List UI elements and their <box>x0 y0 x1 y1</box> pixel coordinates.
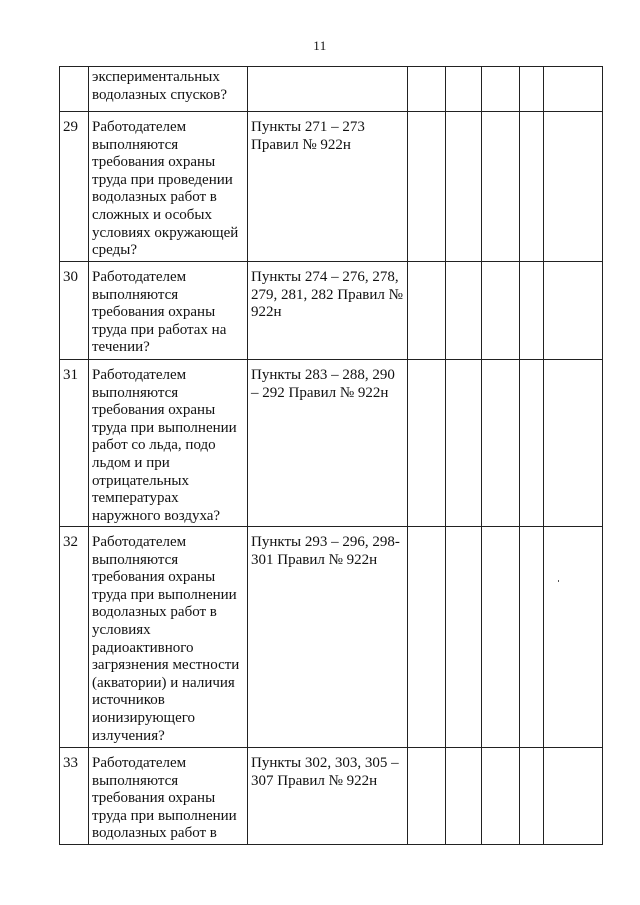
question-cell: Работодателем выполняются требования охраны труда при работах на течении? <box>89 262 248 360</box>
answer-extra-cell <box>520 67 544 112</box>
answer-no-cell <box>446 262 482 360</box>
answer-not-applicable-cell <box>482 67 520 112</box>
notes-cell <box>544 112 603 262</box>
reference-cell: Пункты 274 – 276, 278, 279, 281, 282 Правил № 922н <box>248 262 408 360</box>
notes-cell <box>544 527 603 748</box>
answer-extra-cell <box>520 527 544 748</box>
row-number: 32 <box>60 527 89 748</box>
row-number: 33 <box>60 748 89 845</box>
row-number: 29 <box>60 112 89 262</box>
table-row <box>60 262 603 360</box>
scan-speck <box>558 580 559 582</box>
answer-yes-cell <box>408 527 446 748</box>
notes-cell <box>544 748 603 845</box>
answer-yes-cell <box>408 262 446 360</box>
reference-cell <box>248 67 408 112</box>
reference-cell: Пункты 271 – 273 Правил № 922н <box>248 112 408 262</box>
table-row <box>60 112 603 262</box>
answer-extra-cell <box>520 360 544 527</box>
answer-yes-cell <box>408 748 446 845</box>
reference-cell: Пункты 283 – 288, 290 – 292 Правил № 922н <box>248 360 408 527</box>
question-cell: Работодателем выполняются требования охраны труда при выполнении водолазных работ в условиях радиоактивного загрязнения местности (акватории) и наличия источников ионизирующего излучения? <box>89 527 248 748</box>
question-cell: Работодателем выполняются требования охраны труда при выполнении водолазных работ в <box>89 748 248 845</box>
answer-no-cell <box>446 67 482 112</box>
notes-cell <box>544 360 603 527</box>
answer-not-applicable-cell <box>482 112 520 262</box>
answer-no-cell <box>446 527 482 748</box>
reference-cell: Пункты 302, 303, 305 – 307 Правил № 922н <box>248 748 408 845</box>
answer-not-applicable-cell <box>482 360 520 527</box>
answer-yes-cell <box>408 360 446 527</box>
answer-extra-cell <box>520 748 544 845</box>
row-number <box>60 67 89 112</box>
answer-yes-cell <box>408 67 446 112</box>
table-row <box>60 67 603 112</box>
table-row <box>60 360 603 527</box>
answer-no-cell <box>446 360 482 527</box>
table-row <box>60 527 603 748</box>
table-row <box>60 748 603 845</box>
notes-cell <box>544 67 603 112</box>
question-cell: Работодателем выполняются требования охраны труда при проведении водолазных работ в сложных и особых условиях окружающей среды? <box>89 112 248 262</box>
row-number: 31 <box>60 360 89 527</box>
answer-extra-cell <box>520 262 544 360</box>
answer-yes-cell <box>408 112 446 262</box>
row-number: 30 <box>60 262 89 360</box>
checklist-table <box>59 66 603 845</box>
reference-cell: Пункты 293 – 296, 298-301 Правил № 922н <box>248 527 408 748</box>
question-cell: Работодателем выполняются требования охраны труда при выполнении работ со льда, подо льдом и при отрицательных температурах наружного воздуха? <box>89 360 248 527</box>
notes-cell <box>544 262 603 360</box>
answer-not-applicable-cell <box>482 748 520 845</box>
answer-no-cell <box>446 748 482 845</box>
question-cell: экспериментальных водолазных спусков? <box>89 67 248 112</box>
answer-no-cell <box>446 112 482 262</box>
page-number: 11 <box>313 38 327 53</box>
answer-not-applicable-cell <box>482 262 520 360</box>
answer-not-applicable-cell <box>482 527 520 748</box>
answer-extra-cell <box>520 112 544 262</box>
